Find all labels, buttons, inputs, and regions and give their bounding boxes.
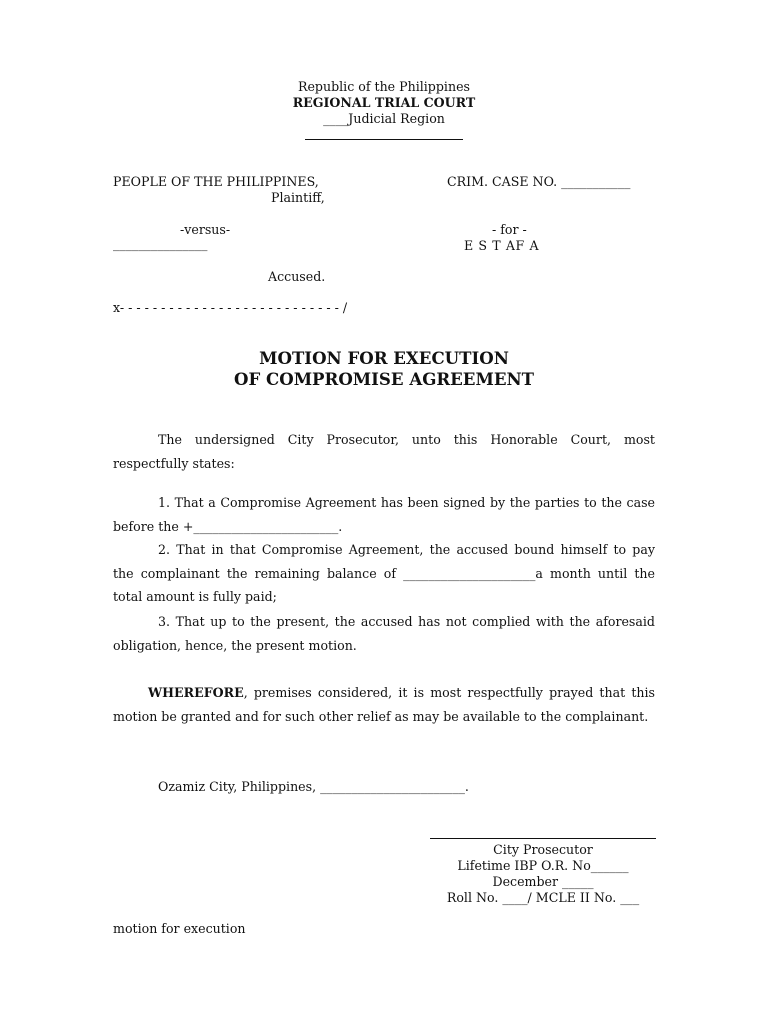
document-title-line1: MOTION FOR EXECUTION <box>259 348 509 368</box>
signature-line <box>430 838 656 839</box>
wherefore-paragraph <box>113 681 655 728</box>
case-number: CRIM. CASE NO. ___________ <box>447 174 631 189</box>
item-2-paragraph: 2. That in that Compromise Agreement, the accused bound himself to pay the complainant the remaining balance of _____________________a month until the total amount is fully paid; <box>113 542 655 604</box>
judicial-region: ____Judicial Region <box>323 111 445 126</box>
wherefore-lead: WHEREFORE <box>148 685 244 700</box>
accused-label: Accused. <box>268 269 326 284</box>
versus-label: -versus- <box>180 222 231 237</box>
item-3-paragraph: 3. That up to the present, the accused has not complied with the aforesaid obligation, hence, the present motion. <box>113 614 655 653</box>
item-1-paragraph: 1. That a Compromise Agreement has been signed by the parties to the case before the +_______________________. <box>113 495 655 534</box>
place-date-line: Ozamiz City, Philippines, _______________________. <box>158 779 469 794</box>
footer-label: motion for execution <box>113 921 246 936</box>
intro-paragraph: The undersigned City Prosecutor, unto this Honorable Court, most respectfully states: <box>113 432 655 471</box>
offense-label: E S T AF A <box>464 238 540 253</box>
roll-mcle-number: Roll No. ____/ MCLE II No. ___ <box>446 890 640 905</box>
document-title-line2: OF COMPROMISE AGREEMENT <box>234 369 534 389</box>
wherefore-text: , premises considered, it is most respectfully prayed that this motion be granted and for such other relief as may be available to the complainant. <box>113 685 655 724</box>
plaintiff-name: PEOPLE OF THE PHILIPPINES, <box>113 174 319 189</box>
court-heading: REGIONAL TRIAL COURT <box>292 95 476 110</box>
ibp-number: Lifetime IBP O.R. No______ <box>457 858 629 873</box>
for-label: - for - <box>492 222 527 237</box>
december-date: December _____ <box>492 874 594 889</box>
header-underline <box>305 139 463 140</box>
republic-heading: Republic of the Philippines <box>297 79 470 94</box>
prosecutor-title: City Prosecutor <box>493 842 593 857</box>
plaintiff-role: Plaintiff, <box>271 190 325 205</box>
accused-name-blank: _______________ <box>113 236 208 251</box>
caption-separator: x- - - - - - - - - - - - - - - - - - - - - - - - - - - / <box>113 300 348 315</box>
